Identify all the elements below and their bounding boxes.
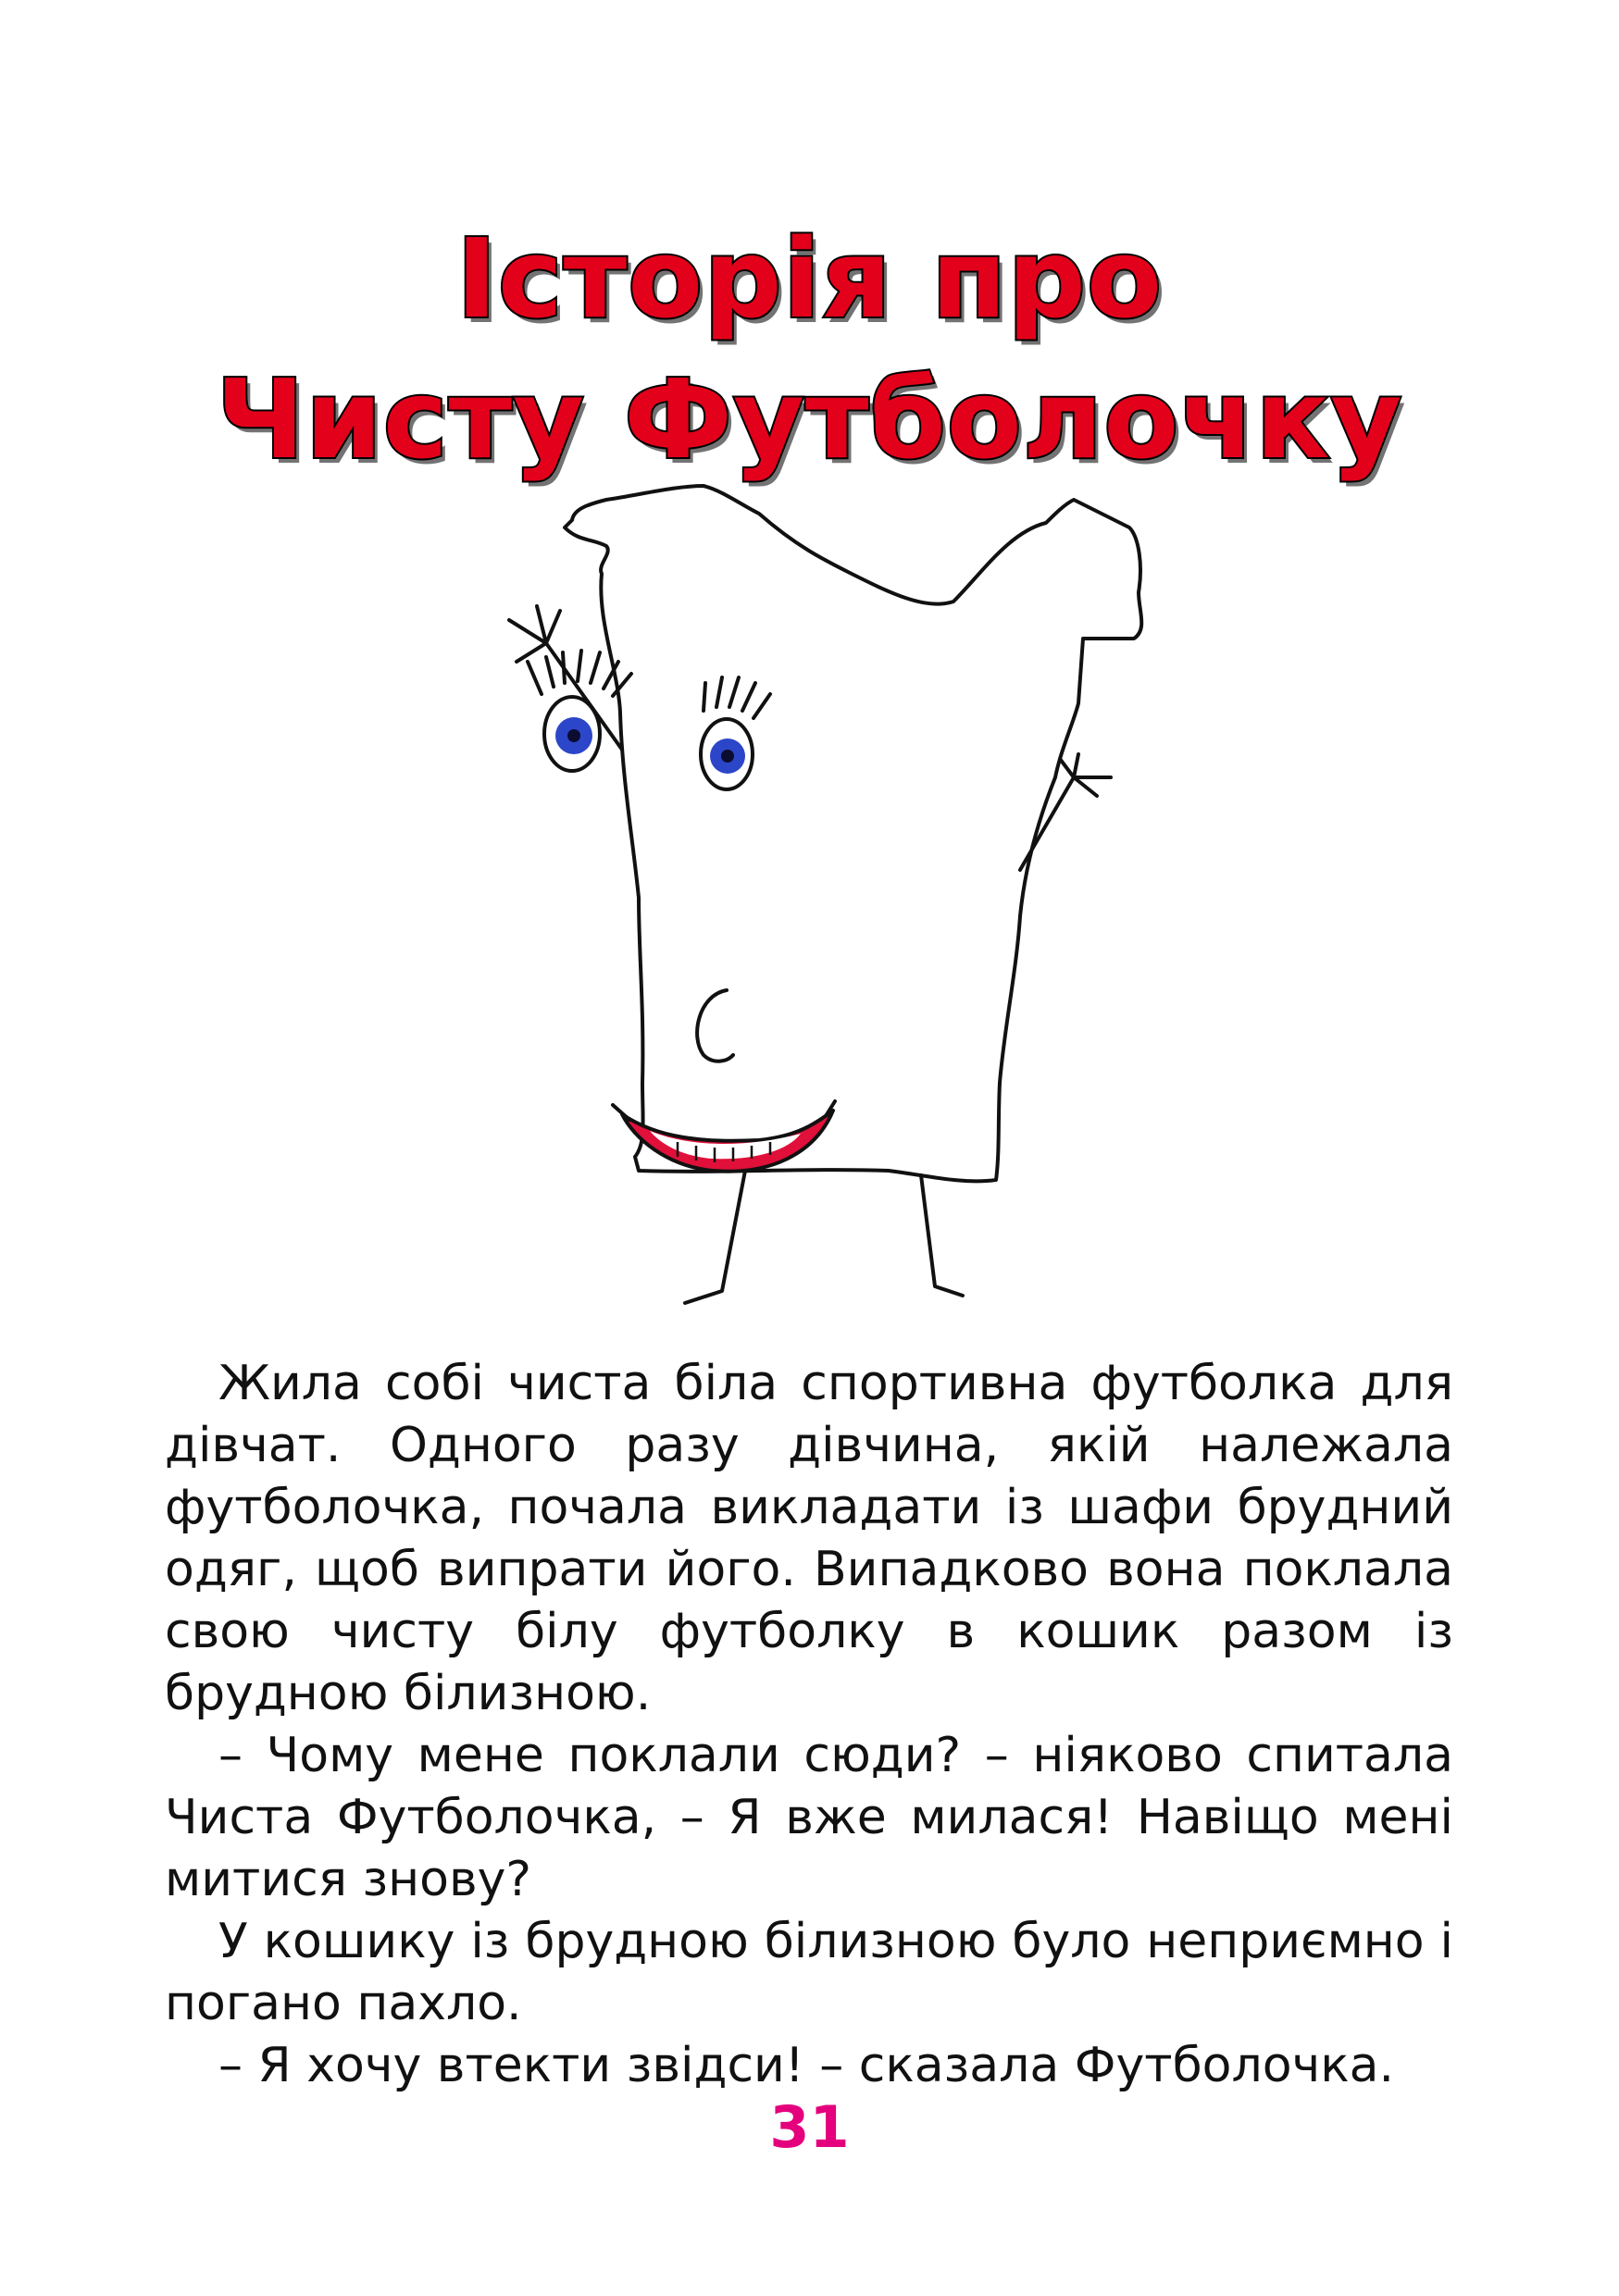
right-eye	[701, 719, 753, 789]
shirt-outline	[565, 486, 1141, 1181]
left-eye	[544, 697, 600, 771]
left-leg	[685, 1171, 745, 1303]
story-paragraph: – Я хочу втекти звідси! – сказала Футболочка.	[218, 2038, 1395, 2093]
right-eyelashes	[704, 677, 770, 718]
page-title	[0, 208, 1619, 490]
nose	[697, 990, 733, 1061]
title-line-2: Чисту Футболочку	[216, 355, 1403, 483]
story-text	[165, 1353, 1453, 2097]
right-leg	[921, 1175, 963, 1296]
page-number: 31	[769, 2093, 850, 2161]
story-paragraph: Жила собі чиста біла спортивна футболка для дівчат. Одного разу дівчина, якій належала футболочка, почала викладати із шафи брудний одяг, щоб випрати його. Випадково вона поклала свою чисту білу футболку в кошик разом із брудною білизною.	[165, 1356, 1453, 1721]
t-shirt-character-illustration	[407, 472, 1240, 1360]
story-paragraph: У кошику із брудною білизною було неприємно і погано пахло.	[165, 1914, 1453, 2031]
smiling-mouth	[613, 1101, 835, 1172]
story-paragraph: – Чому мене поклали сюди? – ніяково спитала Чиста Футболочка, – Я вже милася! Навіщо мені митися знову?	[165, 1728, 1453, 1907]
title-line-1: Історія про	[455, 215, 1164, 342]
right-arm	[1020, 754, 1111, 870]
